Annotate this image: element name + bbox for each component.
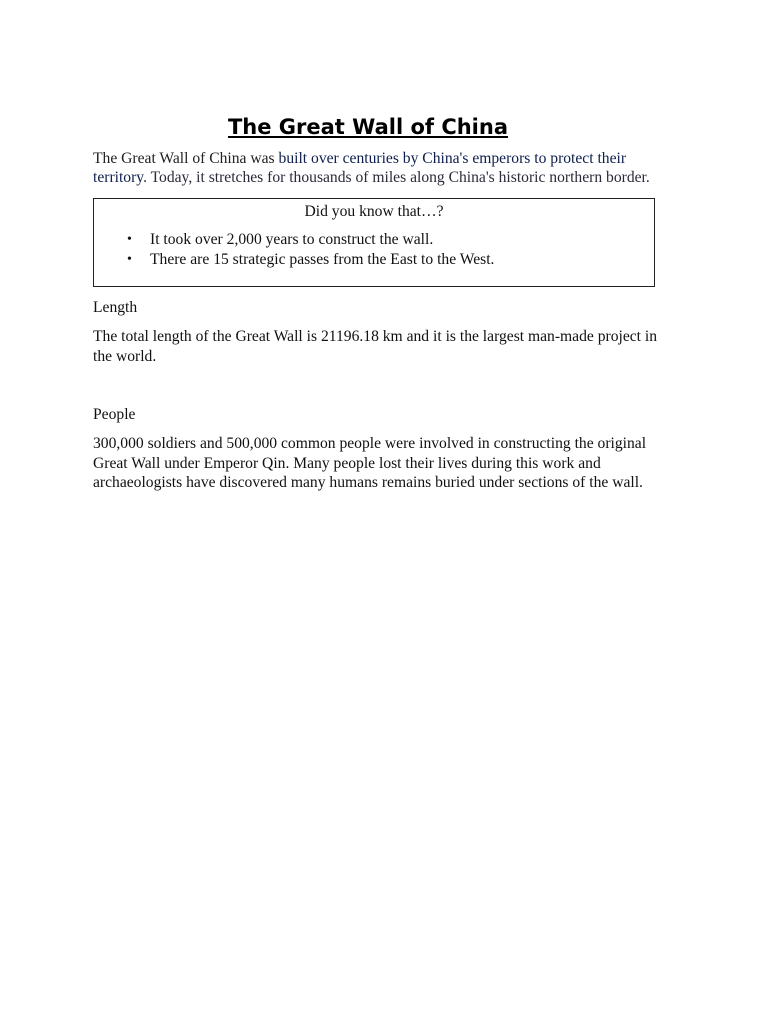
section-body-people: 300,000 soldiers and 500,000 common people were involved in constructing the original Great Wall under Emperor Qin. Many people lost their lives during this work and archaeologists have discovered many humans remains buried under sections of the wall. [93,435,647,491]
intro-text-end: . Today, it stretches for thousands of miles along China's historic northern border. [143,168,650,186]
fact-list [94,230,654,270]
section-body-length: The total length of the Great Wall is 21196.18 km and it is the largest man-made project in the world. [93,328,658,365]
intro-text-highlight: built over centuries by China's emperors to protect their territory [93,150,627,186]
fact-list-item [127,230,654,250]
fact-list-item [127,250,654,270]
intro-paragraph [93,150,673,187]
fact-text: There are 15 strategic passes from the East to the West. [150,251,495,268]
document-page [93,114,673,493]
section-heading-length: Length [93,299,138,316]
did-you-know-box [93,198,655,287]
intro-text-start: The Great Wall of China was [93,150,279,167]
section-heading-people: People [93,406,136,423]
bullet-icon: • [127,252,132,267]
did-you-know-title: Did you know that…? [304,203,444,220]
fact-text: It took over 2,000 years to construct the wall. [150,231,434,248]
bullet-icon: • [127,232,132,247]
document-title: The Great Wall of China [227,115,509,139]
